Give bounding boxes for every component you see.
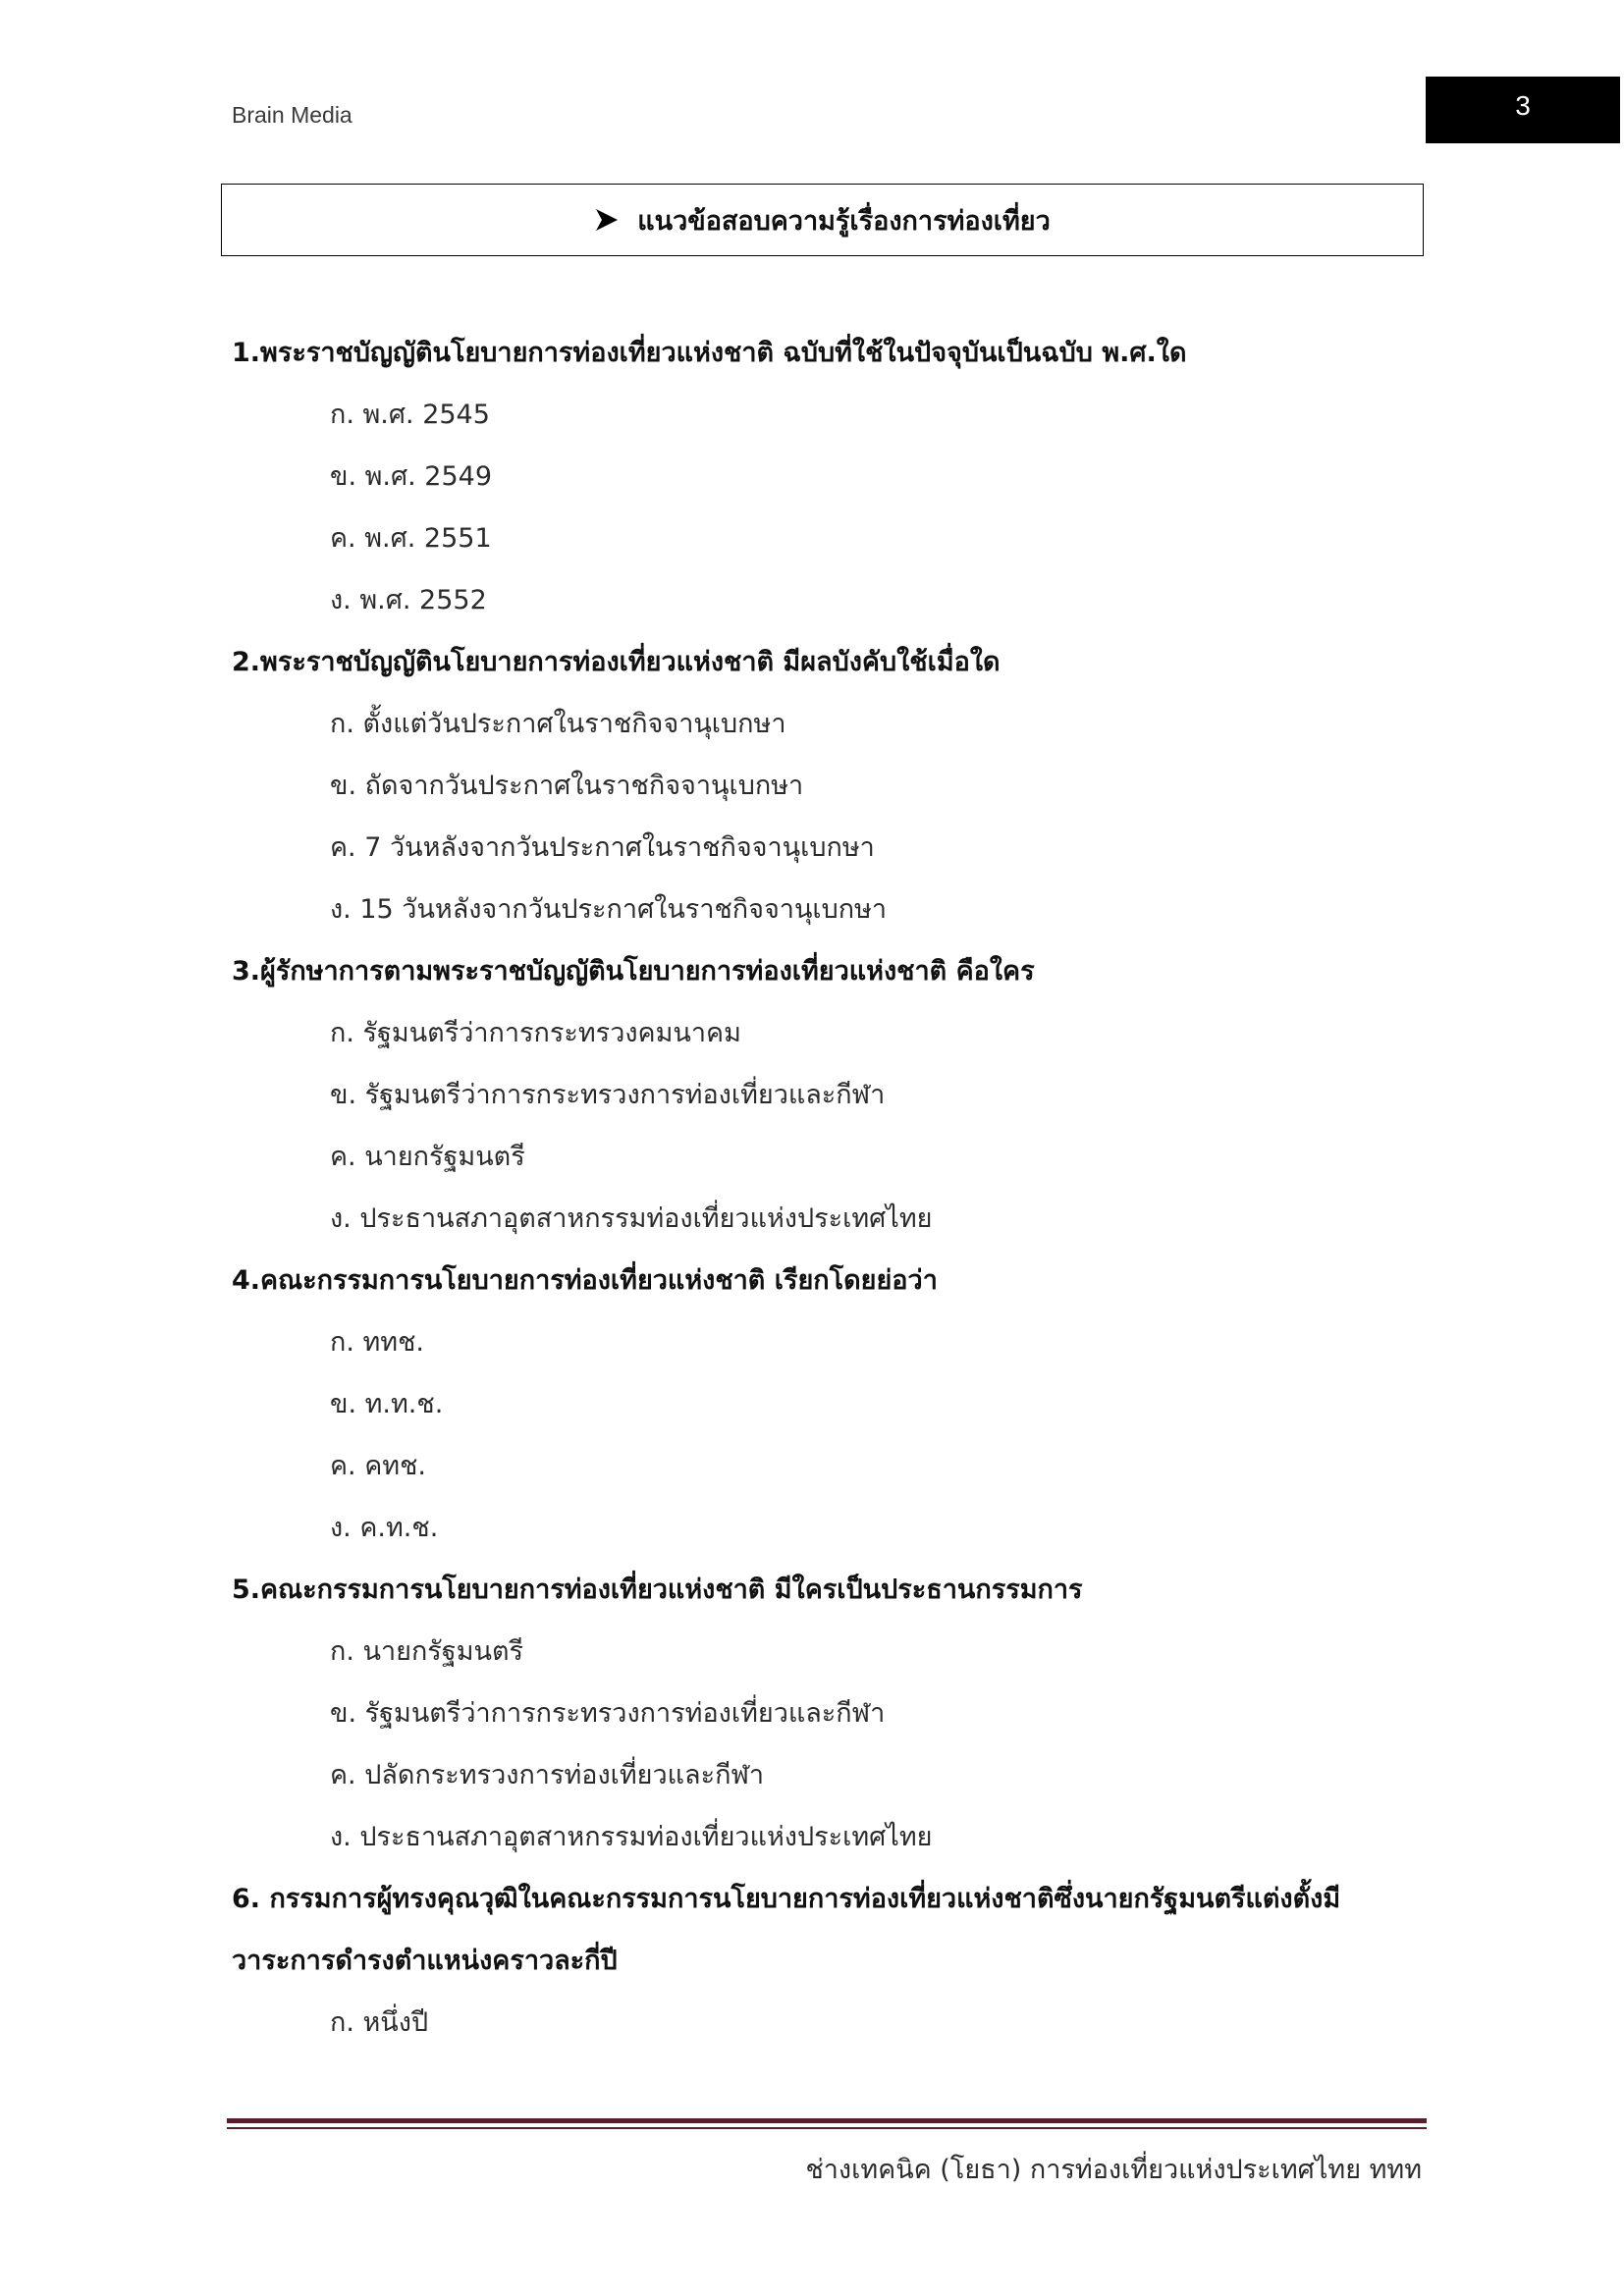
question-6-line-2: วาระการดำรงตำแหน่งคราวละกี่ปี bbox=[232, 1946, 618, 1976]
option-2a: ก. ตั้งแต่วันประกาศในราชกิจจานุเบกษา bbox=[330, 709, 786, 739]
option-4c: ค. คทช. bbox=[330, 1451, 426, 1481]
page-number: 3 bbox=[1515, 90, 1531, 121]
option-4b: ข. ท.ท.ช. bbox=[330, 1389, 444, 1419]
footer-text: ช่างเทคนิค (โยธา) การท่องเที่ยวแห่งประเทศไทย ททท bbox=[805, 2155, 1422, 2185]
option-5a: ก. นายกรัฐมนตรี bbox=[330, 1636, 523, 1667]
option-1d: ง. พ.ศ. 2552 bbox=[330, 585, 487, 615]
option-6a: ก. หนึ่งปี bbox=[330, 2007, 429, 2038]
arrow-bullet-icon bbox=[594, 207, 620, 233]
question-3: 3.ผู้รักษาการตามพระราชบัญญัตินโยบายการท่องเที่ยวแห่งชาติ คือใคร bbox=[232, 956, 1035, 987]
footer-rule-thin bbox=[227, 2127, 1427, 2129]
page-number-badge bbox=[1426, 77, 1620, 143]
question-2: 2.พระราชบัญญัตินโยบายการท่องเที่ยวแห่งชาติ มีผลบังคับใช้เมื่อใด bbox=[232, 647, 1001, 677]
option-2c: ค. 7 วันหลังจากวันประกาศในราชกิจจานุเบกษา bbox=[330, 832, 875, 863]
option-1a: ก. พ.ศ. 2545 bbox=[330, 400, 490, 430]
question-6-line-1: 6. กรรมการผู้ทรงคุณวุฒิในคณะกรรมการนโยบายการท่องเที่ยวแห่งชาติซึ่งนายกรัฐมนตรีแต่งตั้งมี bbox=[232, 1884, 1341, 1914]
brand-label: Brain Media bbox=[232, 102, 352, 128]
question-1: 1.พระราชบัญญัตินโยบายการท่องเที่ยวแห่งชาติ ฉบับที่ใช้ในปัจจุบันเป็นฉบับ พ.ศ.ใด bbox=[232, 338, 1187, 368]
section-title: แนวข้อสอบความรู้เรื่องการท่องเที่ยว bbox=[637, 205, 1051, 237]
option-1b: ข. พ.ศ. 2549 bbox=[330, 461, 493, 492]
option-5d: ง. ประธานสภาอุตสาหกรรมท่องเที่ยวแห่งประเทศไทย bbox=[330, 1822, 933, 1852]
section-title-row bbox=[594, 199, 1051, 241]
option-5c: ค. ปลัดกระทรวงการท่องเที่ยวและกีฬา bbox=[330, 1760, 765, 1790]
question-5: 5.คณะกรรมการนโยบายการท่องเที่ยวแห่งชาติ มีใครเป็นประธานกรรมการ bbox=[232, 1575, 1083, 1605]
question-4: 4.คณะกรรมการนโยบายการท่องเที่ยวแห่งชาติ เรียกโดยย่อว่า bbox=[232, 1265, 938, 1296]
option-4a: ก. ททช. bbox=[330, 1327, 425, 1358]
option-2b: ข. ถัดจากวันประกาศในราชกิจจานุเบกษา bbox=[330, 771, 804, 801]
section-header-box bbox=[221, 184, 1424, 256]
option-1c: ค. พ.ศ. 2551 bbox=[330, 523, 492, 554]
option-4d: ง. ค.ท.ช. bbox=[330, 1513, 439, 1543]
option-2d: ง. 15 วันหลังจากวันประกาศในราชกิจจานุเบกษา bbox=[330, 894, 888, 925]
option-3c: ค. นายกรัฐมนตรี bbox=[330, 1142, 525, 1172]
option-5b: ข. รัฐมนตรีว่าการกระทรวงการท่องเที่ยวและกีฬา bbox=[330, 1698, 886, 1729]
footer-rule-thick bbox=[227, 2118, 1427, 2123]
option-3d: ง. ประธานสภาอุตสาหกรรมท่องเที่ยวแห่งประเทศไทย bbox=[330, 1203, 933, 1234]
option-3b: ข. รัฐมนตรีว่าการกระทรวงการท่องเที่ยวและกีฬา bbox=[330, 1080, 886, 1110]
option-3a: ก. รัฐมนตรีว่าการกระทรวงคมนาคม bbox=[330, 1018, 741, 1048]
